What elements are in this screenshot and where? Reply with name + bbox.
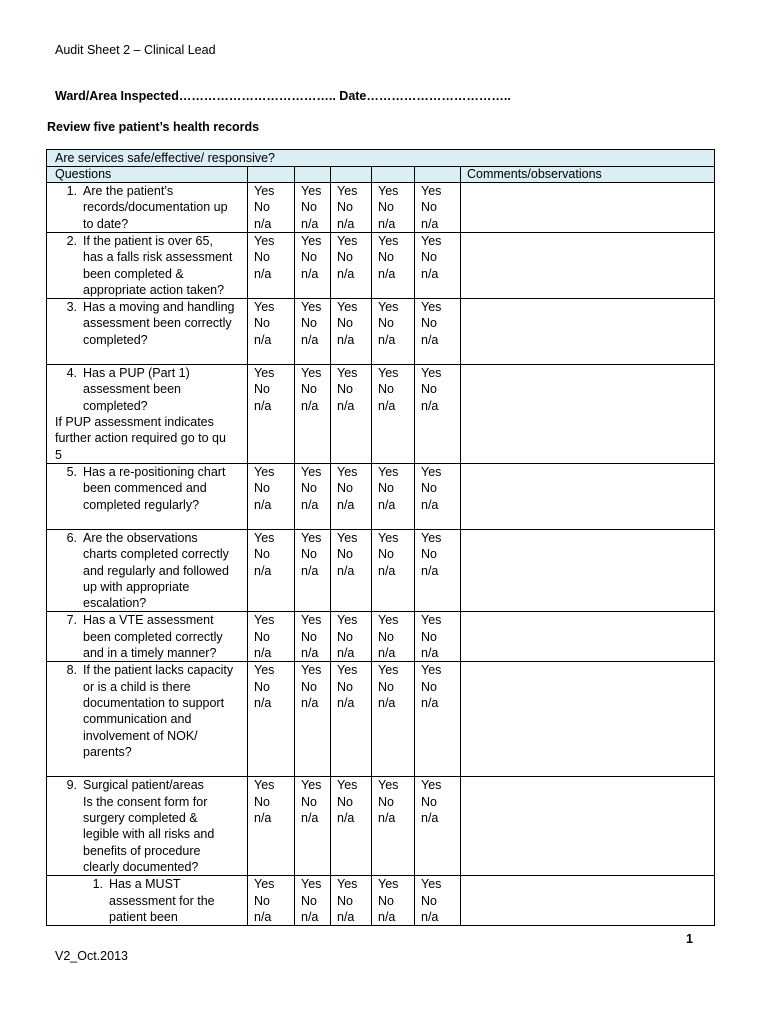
answer-options-patient-1[interactable] (248, 463, 295, 529)
answer-options-patient-5[interactable] (415, 876, 461, 926)
answer-option[interactable]: n/a (337, 563, 355, 578)
answer-option[interactable]: n/a (337, 646, 355, 661)
answer-options-patient-3[interactable] (331, 365, 372, 464)
answer-option[interactable]: Yes (378, 300, 399, 315)
answer-options-patient-5[interactable] (415, 183, 461, 233)
answer-options-patient-4[interactable] (372, 876, 415, 926)
answer-options-patient-3[interactable] (331, 463, 372, 529)
answer-option[interactable]: No (254, 481, 270, 496)
answer-options-patient-1[interactable] (248, 612, 295, 662)
answer-option[interactable]: Yes (421, 778, 442, 793)
answer-option[interactable]: No (378, 382, 394, 397)
answer-options-patient-2[interactable] (295, 365, 331, 464)
question-line (55, 365, 247, 414)
answer-option[interactable]: Yes (254, 184, 275, 198)
answer-options-patient-4[interactable] (372, 777, 415, 876)
question-text: Surgical patient/areas Is the consent form for surgery completed & legible with all risks and benefits of procedure clearly documented? (83, 778, 215, 874)
comments-cell[interactable] (461, 529, 715, 611)
question-cell (47, 662, 248, 777)
question-text: If the patient is over 65, has a falls risk assessment been completed & appropriate action taken? (83, 234, 233, 297)
answer-option[interactable]: Yes (421, 877, 442, 892)
answer-option[interactable]: Yes (254, 778, 275, 793)
answer-option[interactable]: n/a (378, 398, 396, 413)
question-text: Are the patient’s records/documentation up to date? (83, 184, 228, 231)
patient-col-header-2 (295, 167, 331, 183)
answer-option[interactable]: No (337, 679, 353, 694)
question-text: Has a PUP (Part 1) assessment been completed? (83, 366, 190, 413)
answer-option[interactable]: n/a (254, 811, 272, 826)
answer-option[interactable]: No (378, 316, 394, 331)
answer-option[interactable]: Yes (378, 663, 399, 678)
answer-options-patient-5[interactable] (415, 233, 461, 299)
answer-option[interactable]: n/a (378, 811, 396, 826)
answer-option[interactable]: Yes (421, 530, 442, 545)
answer-options-patient-4[interactable] (372, 463, 415, 529)
question-line (55, 233, 247, 298)
answer-option[interactable]: No (301, 794, 317, 809)
answer-option[interactable]: Yes (421, 234, 442, 248)
answer-option[interactable]: No (337, 382, 353, 397)
answer-option[interactable]: No (337, 893, 353, 908)
answer-option[interactable]: Yes (378, 366, 399, 381)
answer-options-patient-2[interactable] (295, 662, 331, 777)
answer-option[interactable]: n/a (378, 497, 396, 512)
answer-option[interactable]: n/a (337, 332, 355, 347)
answer-option[interactable]: n/a (421, 811, 439, 826)
answer-options-patient-3[interactable] (331, 183, 372, 233)
answer-option[interactable]: Yes (378, 877, 399, 892)
answer-option[interactable]: No (337, 200, 353, 215)
answer-option[interactable]: No (421, 316, 437, 331)
answer-option[interactable]: Yes (254, 663, 275, 678)
answer-option[interactable]: Yes (421, 366, 442, 381)
answer-option[interactable]: Yes (378, 184, 399, 198)
comments-cell[interactable] (461, 233, 715, 299)
question-cell (47, 463, 248, 529)
question-line (55, 777, 247, 875)
ward-date-line: Ward/Area Inspected……………………………….. Date…………………………….. (55, 89, 511, 103)
answer-option[interactable]: No (254, 250, 270, 265)
answer-options-patient-1[interactable] (248, 876, 295, 926)
comments-cell[interactable] (461, 299, 715, 365)
answer-option[interactable]: n/a (421, 646, 439, 661)
answer-option[interactable]: No (378, 893, 394, 908)
patient-col-header-3 (331, 167, 372, 183)
answer-option[interactable]: n/a (421, 563, 439, 578)
answer-options-patient-1[interactable] (248, 365, 295, 464)
answer-option[interactable]: Yes (337, 530, 358, 545)
comments-cell[interactable] (461, 777, 715, 876)
answer-option[interactable]: No (421, 382, 437, 397)
patient-col-header-1 (248, 167, 295, 183)
question-text: Are the observations charts completed correctly and regularly and followed up with appropriate escalation? (83, 530, 229, 611)
answer-options-patient-1[interactable] (248, 299, 295, 365)
answer-option[interactable]: No (301, 250, 317, 265)
answer-options-patient-1[interactable] (248, 233, 295, 299)
answer-options-patient-4[interactable] (372, 233, 415, 299)
answer-option[interactable]: Yes (337, 366, 358, 381)
answer-option[interactable]: Yes (378, 613, 399, 628)
question-cell (47, 183, 248, 233)
answer-option[interactable]: n/a (421, 497, 439, 512)
question-line (55, 662, 247, 760)
answer-option[interactable]: n/a (421, 398, 439, 413)
answer-option[interactable]: No (337, 547, 353, 562)
answer-option[interactable]: n/a (301, 563, 319, 578)
comments-cell[interactable] (461, 463, 715, 529)
answer-option[interactable]: n/a (301, 266, 319, 281)
answer-option[interactable]: No (254, 382, 270, 397)
answer-option[interactable]: Yes (337, 300, 358, 315)
answer-option[interactable]: Yes (421, 663, 442, 678)
answer-option[interactable]: No (301, 547, 317, 562)
answer-option[interactable]: n/a (378, 266, 396, 281)
answer-option[interactable]: n/a (301, 646, 319, 661)
comments-cell[interactable] (461, 365, 715, 464)
answer-option[interactable]: n/a (254, 910, 272, 925)
comments-header: Comments/observations (461, 167, 715, 183)
answer-option[interactable]: No (301, 679, 317, 694)
answer-options-patient-1[interactable] (248, 183, 295, 233)
answer-options-patient-4[interactable] (372, 365, 415, 464)
answer-option[interactable]: n/a (254, 332, 272, 347)
answer-option[interactable]: No (421, 794, 437, 809)
question-row (47, 612, 715, 662)
question-row (47, 233, 715, 299)
answer-option[interactable]: n/a (378, 563, 396, 578)
answer-option[interactable]: No (301, 200, 317, 215)
answer-option[interactable]: Yes (337, 877, 358, 892)
answer-option[interactable]: No (301, 629, 317, 644)
answer-option[interactable]: n/a (378, 332, 396, 347)
question-line (55, 464, 247, 513)
answer-option[interactable]: n/a (254, 563, 272, 578)
answer-options-patient-5[interactable] (415, 529, 461, 611)
answer-options-patient-1[interactable] (248, 529, 295, 611)
answer-option[interactable]: n/a (301, 216, 319, 231)
question-number: 4. (66, 366, 77, 381)
answer-option[interactable]: Yes (378, 464, 399, 479)
answer-option[interactable]: No (301, 481, 317, 496)
question-row (47, 183, 715, 233)
question-row (47, 777, 715, 876)
answer-option[interactable]: No (421, 679, 437, 694)
answer-options-patient-5[interactable] (415, 463, 461, 529)
answer-option[interactable]: Yes (254, 464, 275, 479)
question-number: 8. (66, 663, 77, 678)
answer-option[interactable]: No (337, 316, 353, 331)
answer-option[interactable]: No (378, 200, 394, 215)
answer-options-patient-5[interactable] (415, 365, 461, 464)
answer-option[interactable]: n/a (421, 332, 439, 347)
answer-option[interactable]: No (337, 794, 353, 809)
question-cell (47, 612, 248, 662)
answer-option[interactable]: Yes (337, 184, 358, 198)
answer-option[interactable]: n/a (254, 266, 272, 281)
answer-option[interactable]: Yes (254, 234, 275, 248)
answer-option[interactable]: No (254, 547, 270, 562)
answer-option[interactable]: No (254, 316, 270, 331)
answer-option[interactable]: No (337, 250, 353, 265)
question-number: 6. (66, 530, 77, 545)
answer-option[interactable]: Yes (301, 613, 322, 628)
answer-options-patient-4[interactable] (372, 529, 415, 611)
answer-option[interactable]: Yes (378, 530, 399, 545)
answer-option[interactable]: Yes (421, 613, 442, 628)
answer-option[interactable]: No (337, 629, 353, 644)
answer-option[interactable]: No (254, 794, 270, 809)
answer-option[interactable]: No (378, 547, 394, 562)
answer-option[interactable]: Yes (301, 464, 322, 479)
answer-options-patient-2[interactable] (295, 777, 331, 876)
answer-option[interactable]: Yes (301, 184, 322, 198)
answer-option[interactable]: No (301, 316, 317, 331)
answer-options-patient-3[interactable] (331, 529, 372, 611)
question-number: 3. (66, 300, 77, 315)
answer-options-patient-2[interactable] (295, 612, 331, 662)
answer-options-patient-3[interactable] (331, 612, 372, 662)
question-number: 2. (66, 234, 77, 248)
answer-option[interactable]: Yes (301, 366, 322, 381)
question-row (47, 662, 715, 777)
answer-option[interactable]: Yes (378, 234, 399, 248)
question-row (47, 463, 715, 529)
answer-option[interactable]: n/a (378, 910, 396, 925)
answer-option[interactable]: No (378, 250, 394, 265)
answer-options-patient-4[interactable] (372, 299, 415, 365)
answer-option[interactable]: No (301, 382, 317, 397)
answer-option[interactable]: n/a (337, 910, 355, 925)
answer-option[interactable]: n/a (378, 216, 396, 231)
answer-options-patient-3[interactable] (331, 876, 372, 926)
answer-option[interactable]: n/a (421, 696, 439, 711)
document-title: Audit Sheet 2 – Clinical Lead (55, 43, 216, 57)
audit-table (46, 149, 715, 926)
answer-option[interactable]: Yes (421, 464, 442, 479)
answer-option[interactable]: n/a (421, 910, 439, 925)
answer-option[interactable]: n/a (301, 332, 319, 347)
review-instruction: Review five patient’s health records (47, 120, 260, 134)
answer-options-patient-2[interactable] (295, 876, 331, 926)
answer-option[interactable]: No (421, 629, 437, 644)
question-text: Has a re-positioning chart been commenced and completed regularly? (83, 464, 226, 512)
answer-option[interactable]: n/a (301, 910, 319, 925)
answer-option[interactable]: No (421, 250, 437, 265)
answer-options-patient-2[interactable] (295, 183, 331, 233)
answer-option[interactable]: Yes (421, 300, 442, 315)
question-note: If PUP assessment indicates further action required go to qu 5 (55, 415, 226, 462)
answer-option[interactable]: Yes (301, 877, 322, 892)
question-text: Has a VTE assessment been completed correctly and in a timely manner? (83, 613, 223, 661)
answer-option[interactable]: n/a (254, 646, 272, 661)
answer-option[interactable]: Yes (301, 778, 322, 793)
question-cell (47, 529, 248, 611)
answer-option[interactable]: n/a (378, 646, 396, 661)
answer-option[interactable]: Yes (301, 663, 322, 678)
answer-option[interactable]: Yes (254, 613, 275, 628)
answer-option[interactable]: n/a (378, 696, 396, 711)
answer-option[interactable]: n/a (337, 696, 355, 711)
answer-options-patient-5[interactable] (415, 612, 461, 662)
answer-option[interactable]: Yes (301, 530, 322, 545)
answer-option[interactable]: n/a (337, 497, 355, 512)
question-cell (47, 365, 248, 464)
answer-option[interactable]: Yes (337, 613, 358, 628)
answer-options-patient-4[interactable] (372, 183, 415, 233)
answer-options-patient-5[interactable] (415, 662, 461, 777)
answer-options-patient-4[interactable] (372, 612, 415, 662)
answer-option[interactable]: n/a (301, 696, 319, 711)
answer-options-patient-5[interactable] (415, 299, 461, 365)
answer-option[interactable]: No (421, 481, 437, 496)
answer-option[interactable]: Yes (254, 530, 275, 545)
answer-options-patient-4[interactable] (372, 662, 415, 777)
answer-options-patient-1[interactable] (248, 662, 295, 777)
answer-option[interactable]: No (254, 200, 270, 215)
answer-options-patient-3[interactable] (331, 662, 372, 777)
question-line (55, 876, 247, 925)
answer-option[interactable]: Yes (421, 184, 442, 198)
answer-option[interactable]: n/a (337, 398, 355, 413)
question-number: 9. (66, 778, 77, 793)
question-text: If the patient lacks capacity or is a child is there documentation to support communication and involvement of NOK/ parents? (83, 663, 234, 759)
answer-option[interactable]: Yes (254, 300, 275, 315)
answer-option[interactable]: n/a (421, 266, 439, 281)
answer-option[interactable]: No (378, 679, 394, 694)
comments-cell[interactable] (461, 612, 715, 662)
answer-option[interactable]: Yes (337, 663, 358, 678)
answer-option[interactable]: Yes (378, 778, 399, 793)
questions-header: Questions (47, 167, 248, 183)
question-cell (47, 233, 248, 299)
answer-options-patient-3[interactable] (331, 777, 372, 876)
answer-option[interactable]: n/a (421, 216, 439, 231)
section-title: Are services safe/effective/ responsive? (47, 150, 715, 167)
comments-cell[interactable] (461, 662, 715, 777)
answer-option[interactable]: No (254, 629, 270, 644)
question-number: 1. (66, 184, 77, 198)
answer-options-patient-2[interactable] (295, 299, 331, 365)
answer-options-patient-2[interactable] (295, 529, 331, 611)
answer-option[interactable]: Yes (337, 234, 358, 248)
answer-option[interactable]: n/a (301, 811, 319, 826)
question-text: Has a moving and handling assessment been correctly completed? (83, 300, 235, 347)
answer-option[interactable]: n/a (254, 398, 272, 413)
answer-option[interactable]: No (421, 547, 437, 562)
question-number: 5. (66, 464, 77, 479)
answer-option[interactable]: No (378, 794, 394, 809)
answer-option[interactable]: Yes (301, 234, 322, 248)
answer-option[interactable]: Yes (337, 778, 358, 793)
question-line (55, 299, 247, 348)
question-number: 7. (66, 613, 77, 628)
answer-options-patient-3[interactable] (331, 233, 372, 299)
question-row (47, 876, 715, 926)
comments-cell[interactable] (461, 876, 715, 926)
answer-option[interactable]: n/a (254, 497, 272, 512)
comments-cell[interactable] (461, 183, 715, 233)
answer-option[interactable]: n/a (337, 216, 355, 231)
answer-options-patient-2[interactable] (295, 463, 331, 529)
page-number: 1 (686, 932, 693, 946)
answer-option[interactable]: Yes (254, 877, 275, 892)
question-cell (47, 777, 248, 876)
answer-option[interactable]: No (254, 893, 270, 908)
question-line (55, 612, 247, 661)
answer-option[interactable]: n/a (337, 811, 355, 826)
answer-options-patient-1[interactable] (248, 777, 295, 876)
answer-options-patient-3[interactable] (331, 299, 372, 365)
question-cell (47, 876, 248, 926)
answer-options-patient-2[interactable] (295, 233, 331, 299)
answer-option[interactable]: n/a (301, 497, 319, 512)
answer-option[interactable]: Yes (254, 366, 275, 381)
answer-option[interactable]: No (378, 629, 394, 644)
question-row (47, 365, 715, 464)
question-line (55, 183, 247, 232)
answer-option[interactable]: No (378, 481, 394, 496)
answer-option[interactable]: Yes (337, 464, 358, 479)
answer-option[interactable]: Yes (301, 300, 322, 315)
answer-option[interactable]: n/a (301, 398, 319, 413)
answer-option[interactable]: No (301, 893, 317, 908)
question-text: Has a MUST assessment for the patient been (109, 877, 215, 925)
answer-options-patient-5[interactable] (415, 777, 461, 876)
answer-option[interactable]: No (421, 200, 437, 215)
question-row (47, 299, 715, 365)
answer-option[interactable]: n/a (337, 266, 355, 281)
answer-option[interactable]: No (337, 481, 353, 496)
question-line (55, 530, 247, 611)
version-footer: V2_Oct.2013 (55, 949, 128, 963)
answer-option[interactable]: n/a (254, 696, 272, 711)
question-number: 1. (92, 877, 103, 892)
answer-option[interactable]: No (254, 679, 270, 694)
patient-col-header-5 (415, 167, 461, 183)
question-row (47, 529, 715, 611)
question-cell (47, 299, 248, 365)
answer-option[interactable]: No (421, 893, 437, 908)
answer-option[interactable]: n/a (254, 216, 272, 231)
patient-col-header-4 (372, 167, 415, 183)
